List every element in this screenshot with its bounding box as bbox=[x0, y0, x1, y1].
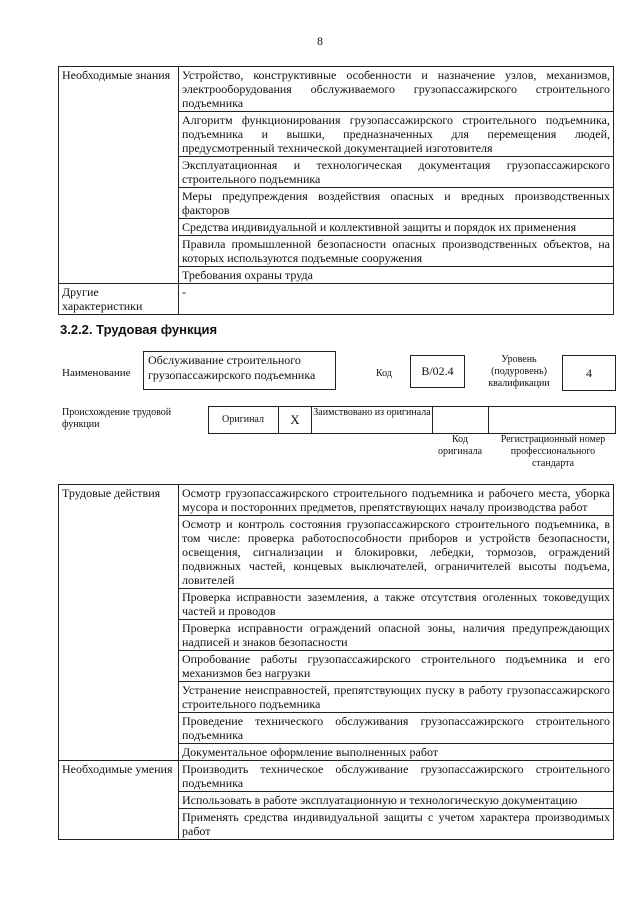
table-row bbox=[59, 284, 614, 315]
table-cell: Средства индивидуальной и коллективной защиты и порядок их применения bbox=[179, 219, 614, 236]
table-cell: Алгоритм функционирования грузопассажирского строительного подъемника, подъемника и вышки, предназначенных для перемещения людей, предусмотренный технической документацией изготовителя bbox=[179, 112, 614, 157]
table-cell: Проведение технического обслуживания грузопассажирского строительного подъемника bbox=[179, 713, 614, 744]
code-label: Код bbox=[376, 368, 392, 379]
name-value: Обслуживание строительного грузопассажирского подъемника bbox=[143, 351, 336, 390]
table-cell: Устранение неисправностей, препятствующих пуску в работу грузопассажирского строительного подъемника bbox=[179, 682, 614, 713]
code-caption: Код оригинала bbox=[437, 434, 483, 457]
table-cell: Осмотр и контроль состояния грузопассажирского строительного подъемника, в том числе: проверка работоспособности приборов и устройств безопасности, освещения, сигнализации и блокировки, лебедки, тормозов, ограждений подвижных частей, концевых выключателей, ограничителей высоты подъема, ловителей bbox=[179, 516, 614, 589]
table-cell: Опробование работы грузопассажирского строительного подъемника и его механизмов без нагрузки bbox=[179, 651, 614, 682]
table-cell: Использовать в работе эксплуатационную и технологическую документацию bbox=[179, 792, 614, 809]
knowledge-table bbox=[58, 66, 614, 315]
origin-label: Происхождение трудовой функции bbox=[62, 407, 172, 430]
section-title: 3.2.2. Трудовая функция bbox=[60, 322, 218, 337]
page-number: 8 bbox=[317, 34, 323, 48]
borrowed-label: Заимствовано из оригинала bbox=[313, 407, 431, 418]
table-cell: Применять средства индивидуальной защиты с учетом характера производимых работ bbox=[179, 809, 614, 840]
reg-caption: Регистрационный номер профессионального стандарта bbox=[500, 434, 606, 469]
table-cell: Устройство, конструктивные особенности и назначение узлов, механизмов, электрооборудования обслуживаемого грузопассажирского строительного подъемника bbox=[179, 67, 614, 112]
original-mark: X bbox=[290, 412, 300, 427]
table-cell: Документальное оформление выполненных работ bbox=[179, 744, 614, 761]
table-cell: Осмотр грузопассажирского строительного подъемника и рабочего места, уборка мусора и посторонних предметов, препятствующих началу производства работ bbox=[179, 485, 614, 516]
level-label: Уровень (подуровень) квалификации bbox=[488, 354, 550, 389]
table-cell: Производить техническое обслуживание грузопассажирского строительного подъемника bbox=[179, 761, 614, 792]
name-label: Наименование bbox=[62, 367, 131, 379]
table-row bbox=[59, 485, 614, 516]
table-cell: Эксплуатационная и технологическая документация грузопассажирского строительного подъемника bbox=[179, 157, 614, 188]
row-label: Другие характеристики bbox=[59, 284, 179, 315]
table-row bbox=[59, 761, 614, 792]
level-value: 4 bbox=[562, 355, 616, 391]
code-value: B/02.4 bbox=[410, 355, 465, 388]
row-label: Трудовые действия bbox=[59, 485, 179, 761]
table-cell: Правила промышленной безопасности опасных производственных объектов, на которых используются подъемные сооружения bbox=[179, 236, 614, 267]
table-cell: Требования охраны труда bbox=[179, 267, 614, 284]
table-cell: Проверка исправности заземления, а также отсутствия оголенных токоведущих частей и проводов bbox=[179, 589, 614, 620]
original-label: Оригинал bbox=[222, 414, 264, 425]
table-cell: Меры предупреждения воздействия опасных и вредных производственных факторов bbox=[179, 188, 614, 219]
actions-table bbox=[58, 484, 614, 840]
row-label: Необходимые знания bbox=[59, 67, 179, 284]
table-row bbox=[59, 67, 614, 112]
table-cell: - bbox=[179, 284, 614, 315]
row-label: Необходимые умения bbox=[59, 761, 179, 840]
table-cell: Проверка исправности ограждений опасной зоны, наличия предупреждающих надписей и знаков безопасности bbox=[179, 620, 614, 651]
